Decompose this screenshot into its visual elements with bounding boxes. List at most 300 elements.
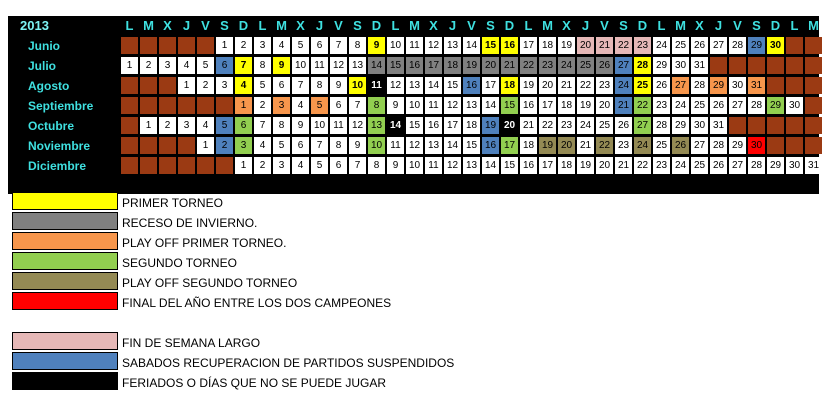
day-cell: 20 <box>596 157 613 174</box>
weekday-header: S <box>486 18 495 33</box>
month-row <box>8 76 819 96</box>
day-cell: 2 <box>140 57 157 74</box>
day-cell: 23 <box>596 77 613 94</box>
day-cell: 30 <box>786 97 803 114</box>
day-cell: 2 <box>254 97 271 114</box>
day-cell: 11 <box>311 57 328 74</box>
day-cell: 22 <box>596 137 613 154</box>
day-cell: 27 <box>729 157 746 174</box>
day-cell: 27 <box>672 77 689 94</box>
day-cell: 19 <box>482 117 499 134</box>
day-cell: 18 <box>444 57 461 74</box>
weekday-header: S <box>220 18 229 33</box>
day-cell: 10 <box>292 57 309 74</box>
day-cell: 5 <box>311 157 328 174</box>
day-cell: 12 <box>349 117 366 134</box>
weekday-header: J <box>182 18 191 33</box>
day-cell: 6 <box>330 157 347 174</box>
month-row <box>8 56 819 76</box>
day-cell: 12 <box>444 97 461 114</box>
day-cell: 22 <box>615 37 632 54</box>
weekday-header: D <box>637 18 648 33</box>
empty-cell <box>121 117 138 134</box>
empty-cell <box>786 117 803 134</box>
day-cell: 4 <box>178 57 195 74</box>
day-cell: 7 <box>311 137 328 154</box>
weekday-header: M <box>542 18 553 33</box>
weekday-header: L <box>258 18 267 33</box>
day-cell: 9 <box>368 37 385 54</box>
empty-cell <box>197 97 214 114</box>
day-cell: 8 <box>368 157 385 174</box>
empty-cell <box>216 97 233 114</box>
day-cell: 18 <box>501 77 518 94</box>
day-cell: 13 <box>425 137 442 154</box>
day-cell: 7 <box>254 117 271 134</box>
day-cell: 28 <box>710 137 727 154</box>
day-cell: 25 <box>634 77 651 94</box>
day-cell: 17 <box>501 137 518 154</box>
legend-label: SEGUNDO TORNEO <box>122 256 237 270</box>
day-cell: 10 <box>406 157 423 174</box>
legend-swatch <box>12 252 118 270</box>
empty-cell <box>805 117 822 134</box>
day-cell: 4 <box>197 117 214 134</box>
day-cell: 1 <box>235 97 252 114</box>
day-cell: 13 <box>368 117 385 134</box>
day-cell: 5 <box>254 77 271 94</box>
weekday-header: X <box>562 18 571 33</box>
legend-label: FERIADOS O DÍAS QUE NO SE PUEDE JUGAR <box>122 376 387 390</box>
day-cell: 26 <box>653 77 670 94</box>
day-cell: 11 <box>425 97 442 114</box>
day-cell: 4 <box>254 137 271 154</box>
day-cell: 29 <box>767 157 784 174</box>
day-cell: 15 <box>463 137 480 154</box>
empty-cell <box>197 37 214 54</box>
legend-label: PLAY OFF SEGUNDO TORNEO <box>122 276 298 290</box>
day-cell: 21 <box>558 77 575 94</box>
weekday-header: M <box>808 18 819 33</box>
day-cell: 8 <box>254 57 271 74</box>
day-cell: 9 <box>292 117 309 134</box>
day-cell: 2 <box>216 137 233 154</box>
day-cell: 29 <box>672 117 689 134</box>
day-cell: 22 <box>634 157 651 174</box>
day-cell: 3 <box>178 117 195 134</box>
day-cell: 20 <box>596 97 613 114</box>
empty-cell <box>159 137 176 154</box>
day-cell: 14 <box>482 157 499 174</box>
day-cell: 16 <box>406 57 423 74</box>
day-cell: 22 <box>520 57 537 74</box>
day-cell: 24 <box>672 97 689 114</box>
legend-label: FIN DE SEMANA LARGO <box>122 336 261 350</box>
month-name: Julio <box>28 59 57 73</box>
month-row <box>8 156 819 176</box>
day-cell: 1 <box>178 77 195 94</box>
day-cell: 19 <box>577 97 594 114</box>
day-cell: 6 <box>273 77 290 94</box>
empty-cell <box>140 157 157 174</box>
day-cell: 19 <box>577 157 594 174</box>
empty-cell <box>767 137 784 154</box>
day-cell: 25 <box>596 117 613 134</box>
legend-swatch <box>12 372 118 390</box>
weekday-header: V <box>334 18 343 33</box>
empty-cell <box>121 137 138 154</box>
legend-swatch <box>12 212 118 230</box>
day-cell: 16 <box>463 77 480 94</box>
day-cell: 10 <box>387 37 404 54</box>
empty-cell <box>121 77 138 94</box>
empty-cell <box>805 77 822 94</box>
day-cell: 17 <box>425 57 442 74</box>
day-cell: 8 <box>349 37 366 54</box>
day-cell: 25 <box>672 37 689 54</box>
empty-cell <box>178 137 195 154</box>
year-label: 2013 <box>20 18 49 33</box>
empty-cell <box>159 77 176 94</box>
empty-cell <box>767 117 784 134</box>
day-cell: 9 <box>330 77 347 94</box>
month-row <box>8 136 819 156</box>
legend-label: RECESO DE INVIERNO. <box>122 216 258 230</box>
day-cell: 23 <box>615 137 632 154</box>
empty-cell <box>178 157 195 174</box>
day-cell: 1 <box>235 157 252 174</box>
day-cell: 14 <box>387 117 404 134</box>
day-cell: 28 <box>653 117 670 134</box>
empty-cell <box>178 97 195 114</box>
empty-cell <box>178 37 195 54</box>
weekday-header: X <box>296 18 305 33</box>
day-cell: 9 <box>387 157 404 174</box>
day-cell: 11 <box>368 77 385 94</box>
day-cell: 25 <box>691 157 708 174</box>
day-cell: 28 <box>634 57 651 74</box>
weekday-header: V <box>201 18 210 33</box>
day-cell: 19 <box>558 37 575 54</box>
day-cell: 2 <box>197 77 214 94</box>
legend-swatch <box>12 272 118 290</box>
day-cell: 20 <box>539 77 556 94</box>
legend-label: PLAY OFF PRIMER TORNEO. <box>122 236 287 250</box>
day-cell: 12 <box>330 57 347 74</box>
day-cell: 29 <box>748 37 765 54</box>
day-cell: 12 <box>444 157 461 174</box>
day-cell: 1 <box>216 37 233 54</box>
day-cell: 5 <box>216 117 233 134</box>
day-cell: 15 <box>501 157 518 174</box>
legend-swatch <box>12 232 118 250</box>
day-cell: 11 <box>425 157 442 174</box>
empty-cell <box>140 137 157 154</box>
day-cell: 26 <box>691 37 708 54</box>
day-cell: 21 <box>596 37 613 54</box>
weekday-header: M <box>143 18 154 33</box>
empty-cell <box>805 37 822 54</box>
day-cell: 9 <box>387 97 404 114</box>
day-cell: 30 <box>748 137 765 154</box>
day-cell: 8 <box>311 77 328 94</box>
empty-cell <box>140 97 157 114</box>
empty-cell <box>748 117 765 134</box>
day-cell: 21 <box>615 97 632 114</box>
day-cell: 25 <box>653 137 670 154</box>
day-cell: 3 <box>235 137 252 154</box>
day-cell: 18 <box>463 117 480 134</box>
day-cell: 19 <box>539 137 556 154</box>
legend-swatch <box>12 292 118 310</box>
day-cell: 23 <box>653 97 670 114</box>
weekday-header: L <box>657 18 666 33</box>
day-cell: 17 <box>482 77 499 94</box>
day-cell: 24 <box>672 157 689 174</box>
day-cell: 31 <box>710 117 727 134</box>
weekday-header: M <box>675 18 686 33</box>
legend-label: SABADOS RECUPERACION DE PARTIDOS SUSPENDIDOS <box>122 356 455 370</box>
day-cell: 30 <box>786 157 803 174</box>
weekday-header: V <box>733 18 742 33</box>
empty-cell <box>140 77 157 94</box>
day-cell: 15 <box>444 77 461 94</box>
day-cell: 31 <box>691 57 708 74</box>
day-cell: 4 <box>235 77 252 94</box>
day-cell: 7 <box>292 77 309 94</box>
legend-swatch <box>12 352 118 370</box>
empty-cell <box>786 77 803 94</box>
day-cell: 26 <box>710 97 727 114</box>
month-row <box>8 96 819 116</box>
day-cell: 16 <box>520 157 537 174</box>
day-cell: 28 <box>748 97 765 114</box>
day-cell: 24 <box>634 137 651 154</box>
day-cell: 18 <box>558 157 575 174</box>
weekday-header: M <box>276 18 287 33</box>
day-cell: 24 <box>615 77 632 94</box>
empty-cell <box>159 157 176 174</box>
day-cell: 29 <box>710 77 727 94</box>
empty-cell <box>767 57 784 74</box>
day-cell: 23 <box>539 57 556 74</box>
day-cell: 20 <box>558 137 575 154</box>
empty-cell <box>786 57 803 74</box>
day-cell: 3 <box>254 37 271 54</box>
weekday-header: S <box>353 18 362 33</box>
day-cell: 26 <box>615 117 632 134</box>
day-cell: 14 <box>425 77 442 94</box>
day-cell: 6 <box>330 97 347 114</box>
day-cell: 21 <box>501 57 518 74</box>
day-cell: 2 <box>235 37 252 54</box>
day-cell: 23 <box>653 157 670 174</box>
day-cell: 19 <box>520 77 537 94</box>
weekday-header: L <box>790 18 799 33</box>
month-row <box>8 36 819 56</box>
day-cell: 29 <box>729 137 746 154</box>
day-cell: 18 <box>520 137 537 154</box>
day-cell: 22 <box>577 77 594 94</box>
day-cell: 10 <box>349 77 366 94</box>
day-cell: 3 <box>159 57 176 74</box>
day-cell: 16 <box>520 97 537 114</box>
day-cell: 5 <box>197 57 214 74</box>
day-cell: 28 <box>691 77 708 94</box>
day-cell: 20 <box>501 117 518 134</box>
weekday-header: S <box>752 18 761 33</box>
day-cell: 28 <box>729 37 746 54</box>
day-cell: 21 <box>577 137 594 154</box>
month-row <box>8 116 819 136</box>
day-cell: 10 <box>311 117 328 134</box>
day-cell: 25 <box>577 57 594 74</box>
day-cell: 8 <box>273 117 290 134</box>
day-cell: 21 <box>520 117 537 134</box>
day-cell: 24 <box>653 37 670 54</box>
day-cell: 13 <box>463 157 480 174</box>
empty-cell <box>710 57 727 74</box>
day-cell: 27 <box>691 137 708 154</box>
empty-cell <box>159 97 176 114</box>
day-cell: 6 <box>292 137 309 154</box>
day-cell: 29 <box>767 97 784 114</box>
day-cell: 27 <box>634 117 651 134</box>
day-cell: 5 <box>292 37 309 54</box>
weekday-header: V <box>600 18 609 33</box>
day-cell: 13 <box>349 57 366 74</box>
day-cell: 17 <box>520 37 537 54</box>
day-cell: 26 <box>596 57 613 74</box>
month-name: Noviembre <box>28 139 91 153</box>
day-cell: 5 <box>311 97 328 114</box>
month-name: Octubre <box>28 119 75 133</box>
day-cell: 16 <box>425 117 442 134</box>
month-name: Septiembre <box>28 99 94 113</box>
day-cell: 3 <box>273 97 290 114</box>
day-cell: 30 <box>672 57 689 74</box>
day-cell: 6 <box>235 117 252 134</box>
day-cell: 24 <box>558 57 575 74</box>
day-cell: 29 <box>653 57 670 74</box>
day-cell: 3 <box>273 157 290 174</box>
day-cell: 1 <box>140 117 157 134</box>
day-cell: 22 <box>634 97 651 114</box>
weekday-header: L <box>391 18 400 33</box>
legend-label: FINAL DEL AÑO ENTRE LOS DOS CAMPEONES <box>122 296 392 310</box>
empty-cell <box>805 97 822 114</box>
day-cell: 31 <box>805 157 822 174</box>
weekday-header: D <box>770 18 781 33</box>
day-cell: 30 <box>691 117 708 134</box>
weekday-header: V <box>467 18 476 33</box>
legend-label: PRIMER TORNEO <box>122 196 223 210</box>
day-cell: 13 <box>406 77 423 94</box>
day-cell: 6 <box>216 57 233 74</box>
weekday-header: J <box>714 18 723 33</box>
day-cell: 28 <box>748 157 765 174</box>
day-cell: 8 <box>368 97 385 114</box>
day-cell: 16 <box>501 37 518 54</box>
day-cell: 9 <box>349 137 366 154</box>
day-cell: 31 <box>748 77 765 94</box>
day-cell: 18 <box>558 97 575 114</box>
day-cell: 17 <box>539 157 556 174</box>
day-cell: 7 <box>349 97 366 114</box>
weekday-header: S <box>619 18 628 33</box>
day-cell: 11 <box>406 37 423 54</box>
legend-swatch <box>12 332 118 350</box>
empty-cell <box>786 37 803 54</box>
day-cell: 4 <box>292 157 309 174</box>
weekday-header: D <box>504 18 515 33</box>
month-name: Agosto <box>28 79 70 93</box>
day-cell: 8 <box>330 137 347 154</box>
weekday-header: D <box>371 18 382 33</box>
day-cell: 12 <box>425 37 442 54</box>
empty-cell <box>767 77 784 94</box>
day-cell: 30 <box>729 77 746 94</box>
day-cell: 4 <box>273 37 290 54</box>
day-cell: 24 <box>577 117 594 134</box>
empty-cell <box>805 137 822 154</box>
empty-cell <box>805 57 822 74</box>
empty-cell <box>121 157 138 174</box>
day-cell: 11 <box>387 137 404 154</box>
day-cell: 2 <box>159 117 176 134</box>
day-cell: 7 <box>235 57 252 74</box>
day-cell: 17 <box>539 97 556 114</box>
day-cell: 14 <box>444 137 461 154</box>
day-cell: 14 <box>482 97 499 114</box>
empty-cell <box>140 37 157 54</box>
day-cell: 4 <box>292 97 309 114</box>
empty-cell <box>197 157 214 174</box>
empty-cell <box>729 117 746 134</box>
day-cell: 15 <box>482 37 499 54</box>
day-cell: 23 <box>558 117 575 134</box>
day-cell: 26 <box>710 157 727 174</box>
day-cell: 23 <box>634 37 651 54</box>
day-cell: 6 <box>311 37 328 54</box>
day-cell: 14 <box>463 37 480 54</box>
day-cell: 15 <box>387 57 404 74</box>
weekday-header: J <box>581 18 590 33</box>
day-cell: 20 <box>482 57 499 74</box>
day-cell: 18 <box>539 37 556 54</box>
month-name: Junio <box>28 39 60 53</box>
empty-cell <box>748 57 765 74</box>
weekday-header: X <box>429 18 438 33</box>
day-cell: 25 <box>691 97 708 114</box>
month-name: Diciembre <box>28 159 87 173</box>
day-cell: 13 <box>444 37 461 54</box>
weekday-header: J <box>315 18 324 33</box>
day-cell: 1 <box>121 57 138 74</box>
day-cell: 27 <box>615 57 632 74</box>
weekday-header: L <box>125 18 134 33</box>
empty-cell <box>216 157 233 174</box>
weekday-header: L <box>524 18 533 33</box>
day-cell: 13 <box>463 97 480 114</box>
empty-cell <box>121 37 138 54</box>
day-cell: 5 <box>273 137 290 154</box>
day-cell: 26 <box>672 137 689 154</box>
day-cell: 22 <box>539 117 556 134</box>
day-cell: 11 <box>330 117 347 134</box>
day-cell: 19 <box>463 57 480 74</box>
day-cell: 12 <box>406 137 423 154</box>
